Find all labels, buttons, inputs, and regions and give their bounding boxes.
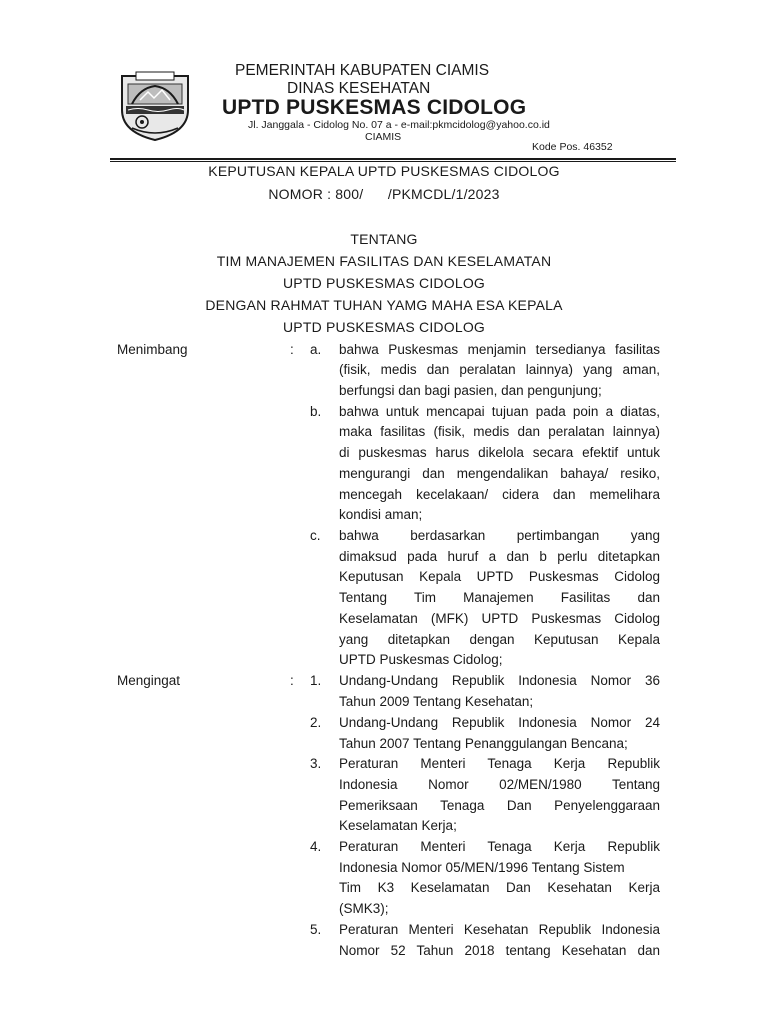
menimbang-a-line: bahwa Puskesmas menjamin tersedianya fasilitas xyxy=(339,342,660,357)
mengingat-label: Mengingat xyxy=(117,673,181,688)
menimbang-c-line: dimaksud pada huruf a dan b perlu ditetapkan xyxy=(339,549,660,564)
menimbang-b-line: bahwa untuk mencapai tujuan pada poin a diatas, xyxy=(339,404,660,419)
decree-number: NOMOR : 800/ /PKMCDL/1/2023 xyxy=(268,186,500,202)
mengingat-4-line: Indonesia Nomor 05/MEN/1996 Tentang Sistem xyxy=(339,860,625,875)
menimbang-b-line: mencegah kecelakaan/ cidera dan memelihara xyxy=(339,487,660,502)
menimbang-b-line: kondisi aman; xyxy=(339,507,423,522)
menimbang-c-line: Tentang Tim Manajemen Fasilitas dan xyxy=(339,590,660,605)
menimbang-label: Menimbang xyxy=(117,342,188,357)
letterhead-department: DINAS KESEHATAN xyxy=(287,80,431,97)
mengingat-5-line: Nomor 52 Tahun 2018 tentang Kesehatan dan xyxy=(339,943,660,958)
mengingat-4-line: Peraturan Menteri Tenaga Kerja Republik xyxy=(339,839,660,854)
menimbang-b-line: maka fasilitas (fisik, medis dan peralatan lainnya) xyxy=(339,424,660,439)
mengingat-colon: : xyxy=(290,673,294,688)
mengingat-2-line: Tahun 2007 Tentang Penanggulangan Bencana; xyxy=(339,736,628,751)
mengingat-mark-2: 2. xyxy=(310,715,322,730)
mengingat-mark-5: 5. xyxy=(310,922,322,937)
mengingat-1-line: Undang-Undang Republik Indonesia Nomor 36 xyxy=(339,673,660,688)
decree-invocation-unit: UPTD PUSKESMAS CIDOLOG xyxy=(283,319,485,335)
mengingat-3-line: Keselamatan Kerja; xyxy=(339,818,457,833)
letterhead-divider xyxy=(110,158,676,162)
menimbang-c-line: bahwa berdasarkan pertimbangan yang xyxy=(339,528,660,543)
letterhead-city: CIAMIS xyxy=(365,131,402,143)
mengingat-mark-1: 1. xyxy=(310,673,322,688)
menimbang-mark-a: a. xyxy=(310,342,322,357)
menimbang-mark-c: c. xyxy=(310,528,321,543)
decree-title: KEPUTUSAN KEPALA UPTD PUSKESMAS CIDOLOG xyxy=(208,163,560,179)
kabupaten-ciamis-logo xyxy=(118,70,192,142)
letterhead-postal-code: Kode Pos. 46352 xyxy=(532,141,613,153)
letterhead-address: Jl. Janggala - Cidolog No. 07 a - e-mail:pkmcidolog@yahoo.co.id xyxy=(248,119,550,131)
menimbang-b-line: di puskesmas harus dikelola secara efektif untuk xyxy=(339,445,660,460)
decree-subject-unit: UPTD PUSKESMAS CIDOLOG xyxy=(283,275,485,291)
letterhead-institution: UPTD PUSKESMAS CIDOLOG xyxy=(222,96,527,119)
menimbang-a-line: berfungsi dan bagi pasien, dan pengunjung; xyxy=(339,383,602,398)
mengingat-1-line: Tahun 2009 Tentang Kesehatan; xyxy=(339,694,534,709)
menimbang-c-line: Keputusan Kepala UPTD Puskesmas Cidolog xyxy=(339,569,660,584)
decree-subject: TIM MANAJEMEN FASILITAS DAN KESELAMATAN xyxy=(216,253,552,269)
menimbang-b-line: mengurangi dan mengendalikan bahaya/ resiko, xyxy=(339,466,660,481)
menimbang-c-line: yang ditetapkan dengan Keputusan Kepala xyxy=(339,632,660,647)
mengingat-4-line: (SMK3); xyxy=(339,901,389,916)
mengingat-5-line: Peraturan Menteri Kesehatan Republik Indonesia xyxy=(339,922,660,937)
mengingat-3-line: Indonesia Nomor 02/MEN/1980 Tentang xyxy=(339,777,660,792)
decree-invocation: DENGAN RAHMAT TUHAN YAMG MAHA ESA KEPALA xyxy=(205,297,563,313)
menimbang-a-line: (fisik, medis dan peralatan lainnya) yang aman, xyxy=(339,362,660,377)
menimbang-c-line: UPTD Puskesmas Cidolog; xyxy=(339,652,503,667)
letterhead-government: PEMERINTAH KABUPATEN CIAMIS xyxy=(235,62,490,79)
mengingat-mark-4: 4. xyxy=(310,839,322,854)
mengingat-mark-3: 3. xyxy=(310,756,322,771)
mengingat-4-line: Tim K3 Keselamatan Dan Kesehatan Kerja xyxy=(339,880,660,895)
menimbang-colon: : xyxy=(290,342,294,357)
mengingat-2-line: Undang-Undang Republik Indonesia Nomor 24 xyxy=(339,715,660,730)
mengingat-3-line: Pemeriksaan Tenaga Dan Penyelenggaraan xyxy=(339,798,660,813)
mengingat-3-line: Peraturan Menteri Tenaga Kerja Republik xyxy=(339,756,660,771)
decree-about-label: TENTANG xyxy=(350,231,418,247)
menimbang-mark-b: b. xyxy=(310,404,322,419)
menimbang-c-line: Keselamatan (MFK) UPTD Puskesmas Cidolog xyxy=(339,611,660,626)
